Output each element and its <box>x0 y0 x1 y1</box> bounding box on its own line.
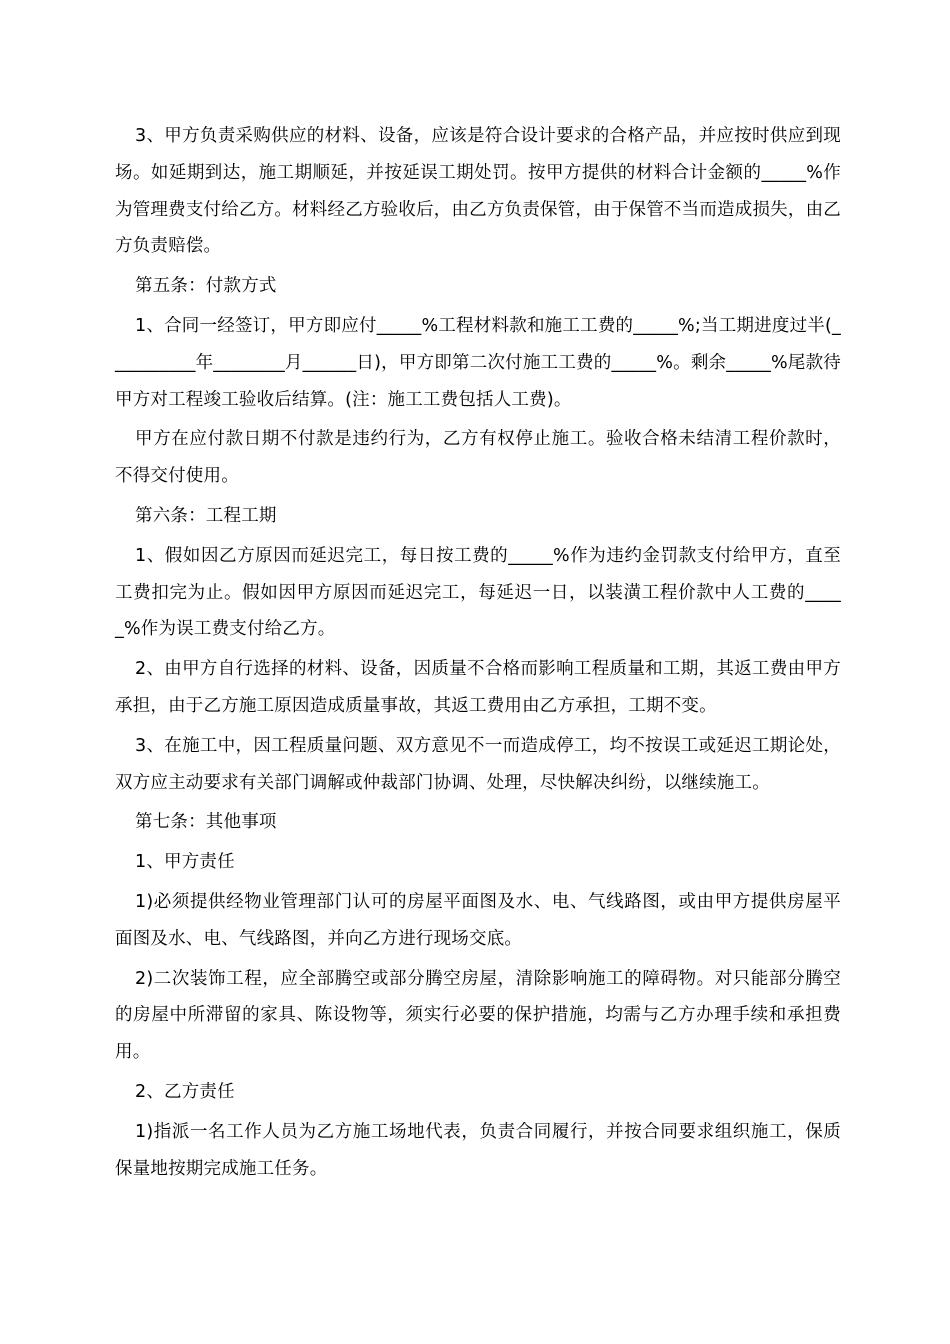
clause-5-item-1: 1、合同一经签订，甲方即应付_____%工程材料款和施工工费的_____%;当工期进度过半(__________年________月______日)，甲方即第二次付施工工费的_____%。剩余_____%尾款待甲方对工程竣工验收后结算。(注：施工工费包括人工费)。 <box>115 315 841 410</box>
clause-7-party-a-item-2: 2)二次装饰工程，应全部腾空或部分腾空房屋，清除影响施工的障碍物。对只能部分腾空的房屋中所滞留的家具、陈设物等，须实行必要的保护措施，均需与乙方办理手续和承担费用。 <box>115 968 841 1063</box>
clause-7-party-a-heading: 1、甲方责任 <box>135 852 235 873</box>
article-5-heading: 第五条：付款方式 <box>135 276 277 297</box>
article-6-heading: 第六条：工程工期 <box>135 505 277 526</box>
clause-6-item-3: 3、在施工中，因工程质量问题、双方意见不一而造成停工，均不按误工或延迟工期论处，双方应主动要求有关部门调解或仲裁部门协调、处理，尽快解决纠纷，以继续施工。 <box>115 735 841 793</box>
clause-7-party-a-item-1: 1)必须提供经物业管理部门认可的房屋平面图及水、电、气线路图，或由甲方提供房屋平面图及水、电、气线路图，并向乙方进行现场交底。 <box>115 891 841 949</box>
clause-6-item-1: 1、假如因乙方原因而延迟完工，每日按工费的_____%作为违约金罚款支付给甲方，直至工费扣完为止。假如因甲方原因而延迟完工，每延迟一日，以装潢工程价款中人工费的_____%作为误工费支付给乙方。 <box>115 545 841 640</box>
clause-7-party-b-heading: 2、乙方责任 <box>135 1081 235 1102</box>
article-7-heading: 第七条：其他事项 <box>135 812 277 833</box>
clause-5-late-payment: 甲方在应付款日期不付款是违约行为，乙方有权停止施工。验收合格未结清工程价款时，不得交付使用。 <box>115 429 841 487</box>
clause-6-item-2: 2、由甲方自行选择的材料、设备，因质量不合格而影响工程质量和工期，其返工费由甲方承担，由于乙方施工原因造成质量事故，其返工费用由乙方承担，工期不变。 <box>115 659 841 716</box>
document-body <box>115 118 841 1187</box>
clause-4-item-3: 3、甲方负责采购供应的材料、设备，应该是符合设计要求的合格产品，并应按时供应到现场。如延期到达，施工期顺延，并按延误工期处罚。按甲方提供的材料合计金额的_____%作为管理费支付给乙方。材料经乙方验收后，由乙方负责保管，由于保管不当而造成损失，由乙方负责赔偿。 <box>115 126 841 257</box>
clause-7-party-b-item-1: 1)指派一名工作人员为乙方施工场地代表，负责合同履行，并按合同要求组织施工，保质保量地按期完成施工任务。 <box>115 1121 841 1179</box>
